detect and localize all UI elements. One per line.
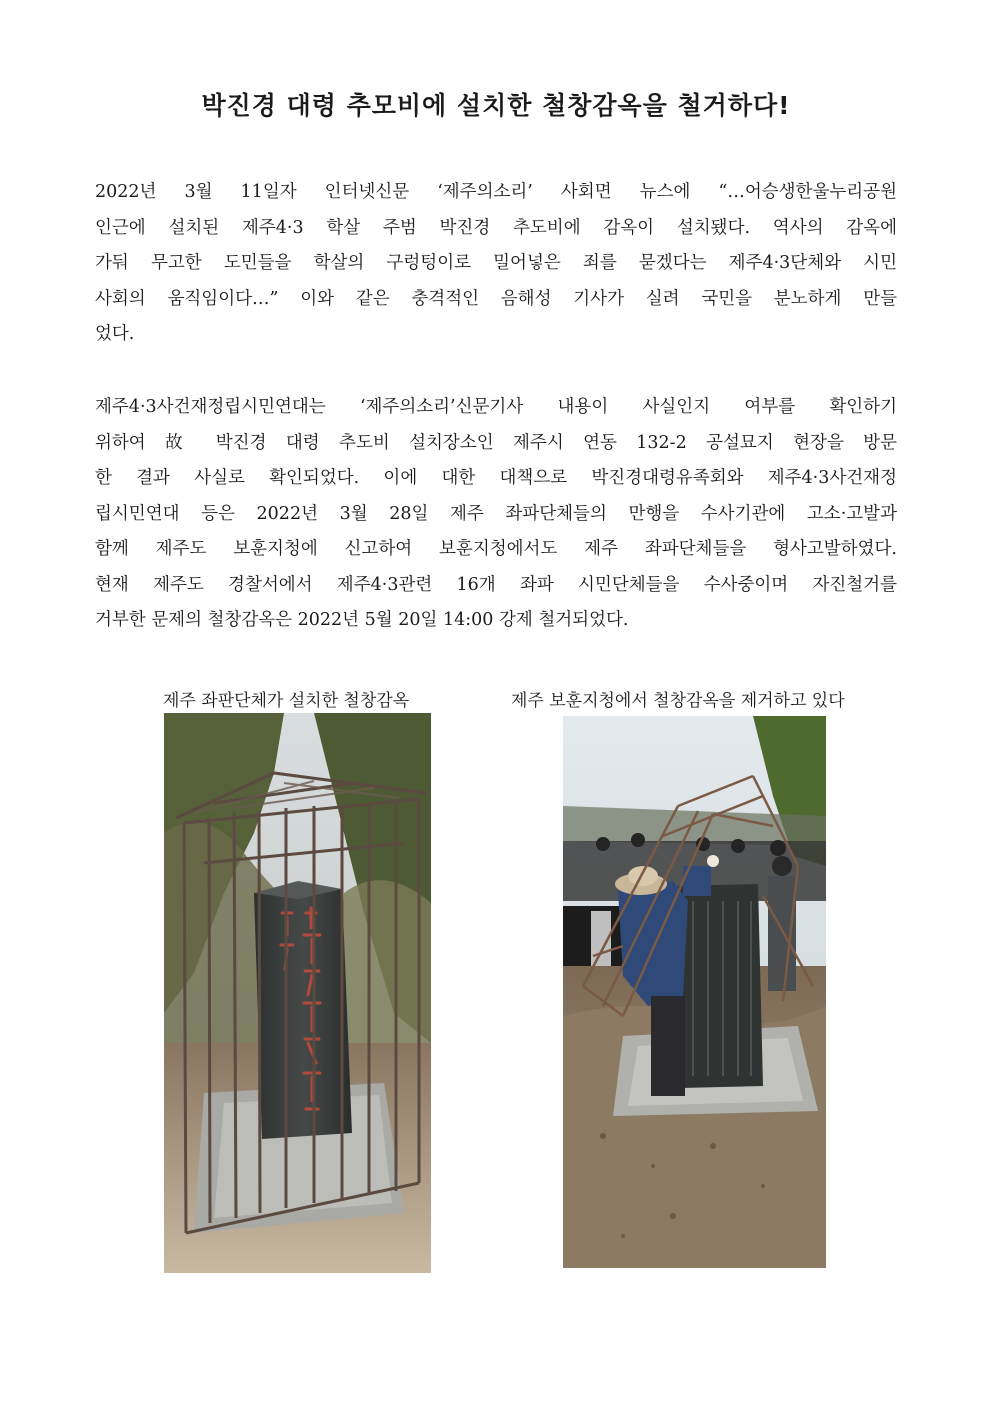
paragraph-1-line: 가둬 무고한 도민들을 학살의 구렁텅이로 밀어넣은 죄를 묻겠다는 제주4·3단체와 시민 — [95, 253, 897, 273]
cage-removal-illustration — [563, 716, 826, 1268]
paragraph-1-line: 인근에 설치된 제주4·3 학살 주범 박진경 추도비에 감옥이 설치됐다. 역사의 감옥에 — [95, 217, 897, 238]
photo-cage-removal — [563, 716, 826, 1268]
paragraph-2-line: 립시민연대 등은 2022년 3월 28일 제주 좌파단체들의 만행을 수사기관에 고소·고발과 — [95, 503, 897, 524]
paragraph-2-line: 위하여 故 박진경 대령 추도비 설치장소인 제주시 연동 132-2 공설묘지 현장을 방문 — [95, 432, 897, 453]
paragraph-1-line: 2022년 3월 11일자 인터넷신문 ‘제주의소리’ 사회면 뉴스에 “…어승생한울누리공원 — [95, 182, 897, 202]
caged-memorial-illustration — [164, 713, 431, 1273]
photo-caged-memorial — [164, 713, 431, 1273]
paragraph-2 — [95, 390, 897, 639]
page-title: 박진경 대령 추모비에 설치한 철창감옥을 철거하다! — [201, 91, 791, 120]
paragraph-1 — [95, 175, 897, 353]
paragraph-2-line: 제주4·3사건재정립시민연대는 ‘제주의소리’신문기사 내용이 사실인지 여부를 확인하기 — [95, 397, 897, 417]
paragraph-2-line: 한 결과 사실로 확인되었다. 이에 대한 대책으로 박진경대령유족회와 제주4·3사건재정 — [95, 468, 897, 488]
photo-caption-right: 제주 보훈지청에서 철창감옥을 제거하고 있다 — [511, 691, 845, 711]
photo-caption-left: 제주 좌판단체가 설치한 철창감옥 — [163, 691, 410, 711]
paragraph-1-line: 사회의 움직임이다…” 이와 같은 충격적인 음해성 기사가 실려 국민을 분노하게 만들 — [95, 288, 897, 309]
paragraph-1-line: 었다. — [95, 324, 135, 344]
paragraph-2-line: 함께 제주도 보훈지청에 신고하여 보훈지청에서도 제주 좌파단체들을 형사고발하였다. — [95, 539, 897, 559]
paragraph-2-line: 거부한 문제의 철창감옥은 2022년 5월 20일 14:00 강제 철거되었다. — [95, 610, 629, 630]
paragraph-2-line: 현재 제주도 경찰서에서 제주4·3관련 16개 좌파 시민단체들을 수사중이며 자진철거를 — [95, 574, 897, 595]
